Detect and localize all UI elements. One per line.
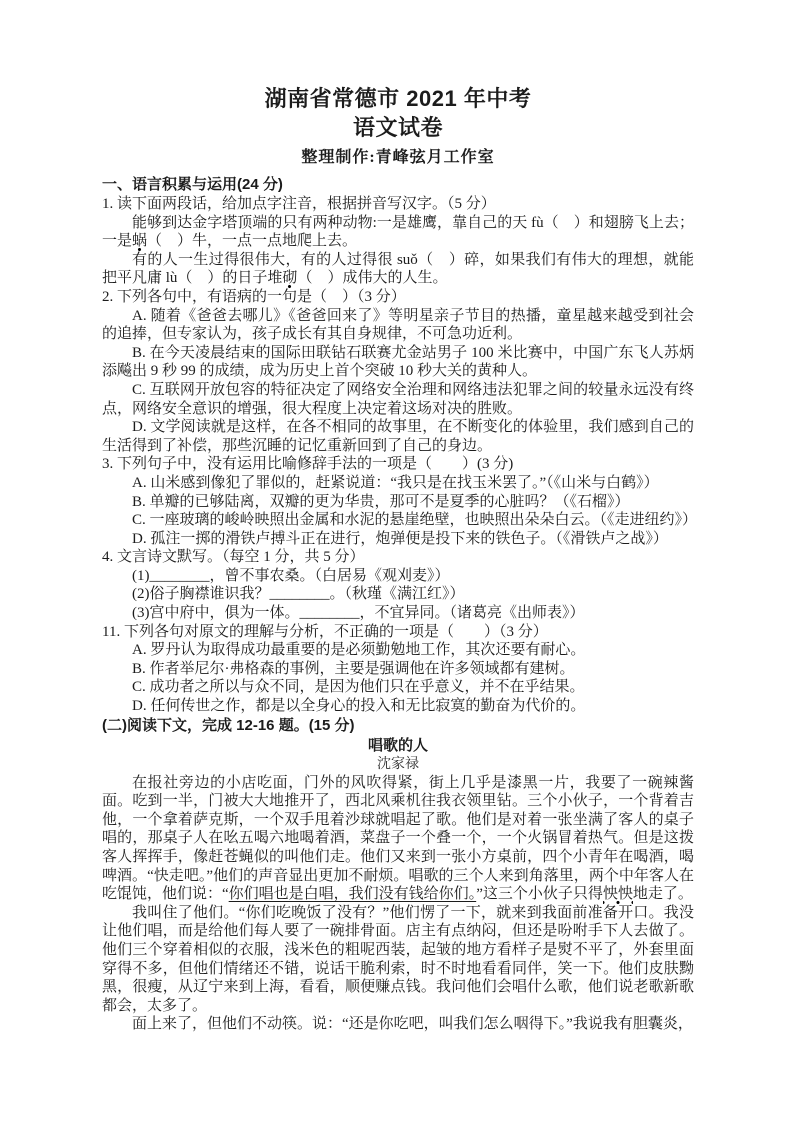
q2-option-c: C. 互联网开放包容的特征决定了网络安全治理和网络违法犯罪之间的较量永远没有终点，网络安全意识的增强，很大程度上决定着这场对决的胜败。 — [102, 381, 694, 417]
q2-option-d: D. 文学阅读就是这样，在各不相同的故事里，在不断变化的体验里，我们感到自己的生活得到了补偿，那些沉睡的记忆重新回到了自己的身边。 — [102, 419, 694, 454]
q1-p2-text-1: 有的人一生过得很伟大，有的人过得很 suǒ（ ）碎，如果我们有伟大的理想，就能把平凡庸 lù（ ）的日子堆 — [102, 251, 694, 287]
q3-option-a: A. 山米感到像犯了罪似的，赶紧说道：“我只是在找玉米罢了。”（《山米与白鹤》） — [132, 474, 659, 491]
q2-stem: 2. 下列各句中，有语病的一句是（ ）（3 分） — [102, 288, 406, 305]
essay-p1-text-3: 地走了。 — [632, 886, 693, 903]
q1-p1-dotted-char: 蜗 — [132, 233, 147, 252]
q1-p1-text-1: 能够到达金字塔顶端的只有两种动物:一是雄鹰，靠自己的天 fù（ ）和翅膀飞上去；一是 — [102, 214, 694, 250]
q11-stem: 11. 下列各句对原文的理解与分析，不正确的一项是（ ）（3 分） — [102, 623, 548, 640]
essay-p1-dotted-chars: 怏怏 — [603, 886, 633, 905]
q11-option-c: C. 成功者之所以与众不同，是因为他们只在乎意义，并不在乎结果。 — [132, 679, 585, 696]
exam-subject-title: 语文试卷 — [352, 115, 443, 140]
q1-p2-dotted-char: 砌 — [282, 270, 297, 289]
essay-p1-text-2: ”这三个小伙子只得 — [476, 886, 603, 903]
essay-p1-text-1: 在报社旁边的小店吃面，门外的风吹得紧，街上几乎是漆黑一片，我要了一碗辣酱面。吃到一半，门被大大地推开了，西北风乘机往我衣领里钻。三个小伙子，一个背着吉他，一个拿着萨克斯，一个双手甩着沙球就唱起了歌。他们是对着一张坐满了客人的桌子唱的，那桌子人在吆五喝六地喝着酒，菜盘子一个叠一个，一个火锅冒着热气。但是这拨客人挥挥手，像赶苍蝇似的叫他们走。他们又来到一张小方桌前，四个小青年在喝酒，喝啤酒。“快走吧。”他们的声音显出更加不耐烦。唱歌的三个人来到角落里，两个中年客人在吃馄饨，他们说：“ — [102, 774, 694, 903]
section-one-heading: 一、语言积累与运用(24 分) — [102, 176, 283, 193]
essay-paragraph-3: 面上来了，但他们不动筷。说：“还是你吃吧，叫我们怎么咽得下。”我说我有胆囊炎， — [132, 1016, 693, 1033]
q2-option-b: B. 在今天凌晨结束的国际田联钻石联赛尤金站男子 100 米比赛中，中国广东飞人苏炳添飚出 9 秒 99 的成绩，成为历史上首个突破 10 秒大关的黄种人。 — [102, 344, 694, 380]
q11-option-b: B. 作者举尼尔·弗格森的事例，主要是强调他在许多领域都有建树。 — [132, 660, 575, 677]
q1-paragraph-1 — [102, 214, 694, 251]
essay-paragraph-2: 我叫住了他们。“你们吃晚饭了没有？”他们愣了一下，就来到我面前准备开口。我没让他们唱，而是给他们每人要了一碗排骨面。店主有点纳闷，但还是吩咐手下人去做了。他们三个穿着相似的衣服，浅米色的粗呢西装，起皱的地方看样子是熨不平了，外套里面穿得不多，但他们情绪还不错，说话干脆利索，时不时地看看同伴，笑一下。他们皮肤黝黑，很瘦，从辽宁来到上海，看看，顺便赚点钱。我问他们会唱什么歌，他们说老歌新歌都会，太多了。 — [102, 904, 694, 1014]
q4-item-3: (3)宫中府中，俱为一体。________，不宜异同。（诸葛亮《出师表》） — [132, 605, 585, 622]
q3-option-b: B. 单瓣的已够陆离，双瓣的更为华贵，那可不是夏季的心脏吗？（《石榴》） — [132, 493, 630, 510]
q3-option-c: C. 一座玻璃的峻岭映照出金属和水泥的悬崖绝壁，也映照出朵朵白云。（《走进纽约》） — [132, 512, 698, 529]
section-two-heading: (二)阅读下文，完成 12-16 题。(15 分) — [102, 716, 355, 734]
q2-option-a: A. 随着《爸爸去哪儿》《爸爸回来了》等明星亲子节目的热播，童星越来越受到社会的追捧，但专家认为，孩子成长有其自身规律，不可急功近利。 — [102, 307, 694, 343]
q4-item-1: (1)________，曾不事农桑。（白居易《观刈麦》） — [132, 567, 450, 584]
essay-paragraph-1 — [102, 774, 694, 904]
q1-paragraph-2 — [102, 251, 694, 288]
exam-title: 湖南省常德市 2021 年中考 — [264, 86, 532, 111]
q11-option-d: D. 任何传世之作，都是以全身心的投入和无比寂寞的勤奋为代价的。 — [132, 698, 586, 715]
q1-stem: 1. 读下面两段话，给加点字注音，根据拼音写汉字。（5 分） — [102, 196, 496, 212]
credit-line: 整理制作:青峰弦月工作室 — [301, 149, 495, 166]
essay-author: 沈家禄 — [377, 756, 419, 772]
q4-item-2: (2)俗子胸襟谁识我？________。（秋瑾《满江红》） — [132, 586, 465, 603]
q1-p2-text-2: （ ）成伟大的人生。 — [297, 270, 448, 287]
q11-option-a: A. 罗丹认为取得成功最重要的是必须勤勉地工作，其次还要有耐心。 — [132, 642, 586, 659]
q3-stem: 3. 下列句子中，没有运用比喻修辞手法的一项是（ ）(3 分) — [102, 456, 514, 473]
q4-stem: 4. 文言诗文默写。（每空 1 分，共 5 分） — [102, 549, 365, 566]
q3-option-d: D. 孤注一掷的滑铁卢搏斗正在进行，炮弹便是投下来的铁色子。（《滑铁卢之战》） — [132, 530, 668, 547]
essay-title: 唱歌的人 — [367, 736, 428, 754]
essay-p1-underlined-sentence: 你们唱也是白唱，我们没有钱给你们。 — [228, 886, 477, 903]
q1-p1-text-2: （ ）牛，一点一点地爬上去。 — [147, 233, 358, 250]
